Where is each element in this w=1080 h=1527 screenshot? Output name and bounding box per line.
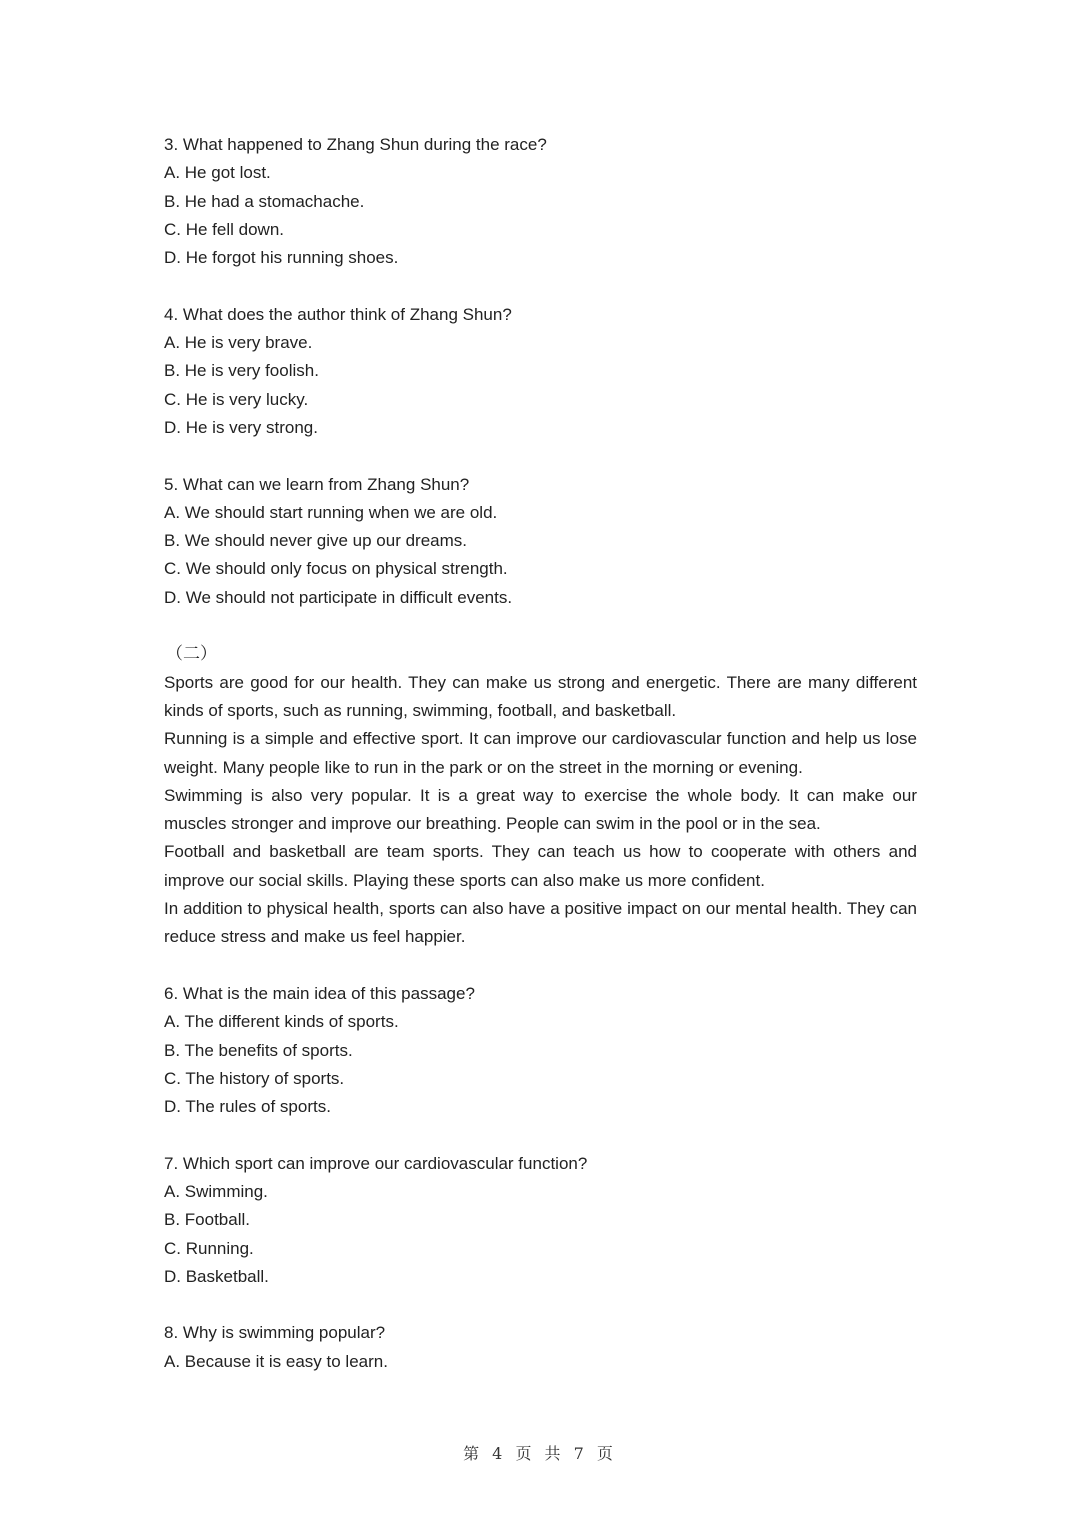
question-text: 6. What is the main idea of this passage?: [164, 983, 475, 1003]
option-c: C. The history of sports.: [164, 1068, 345, 1088]
passage-paragraph: Sports are good for our health. They can make us strong and energetic. There are many different kinds of sports, such as running, swimming, football, and basketball.: [164, 672, 917, 720]
passage-paragraph: In addition to physical health, sports can also have a positive impact on our mental health. They can reduce stress and make us feel happier.: [164, 899, 917, 947]
reading-passage: [164, 640, 917, 951]
spacer: [164, 1121, 917, 1149]
question-block-7: [164, 1150, 917, 1291]
page-number-footer: 第 4 页 共 7 页: [463, 1444, 617, 1463]
passage-paragraph: Running is a simple and effective sport. It can improve our cardiovascular function and help us lose weight. Many people like to run in the park or on the street in the morning or evening.: [164, 729, 917, 777]
question-block-5: [164, 471, 917, 612]
spacer: [164, 272, 917, 300]
option-d: D. The rules of sports.: [164, 1097, 331, 1117]
spacer: [164, 442, 917, 470]
document-body: [164, 131, 917, 1376]
question-text: 5. What can we learn from Zhang Shun?: [164, 474, 470, 494]
spacer: [164, 612, 917, 640]
option-d: D. He is very strong.: [164, 417, 318, 437]
option-d: D. He forgot his running shoes.: [164, 248, 399, 268]
option-a: A. The different kinds of sports.: [164, 1012, 399, 1032]
option-c: C. Running.: [164, 1238, 254, 1258]
option-a: A. He is very brave.: [164, 333, 313, 353]
option-b: B. The benefits of sports.: [164, 1040, 353, 1060]
option-c: C. He is very lucky.: [164, 389, 309, 409]
question-text: 4. What does the author think of Zhang Shun?: [164, 304, 512, 324]
option-b: B. He is very foolish.: [164, 361, 319, 381]
question-text: 3. What happened to Zhang Shun during the race?: [164, 135, 547, 154]
question-text: 7. Which sport can improve our cardiovascular function?: [164, 1153, 588, 1173]
passage-paragraph: Football and basketball are team sports. They can teach us how to cooperate with others and improve our social skills. Playing these sports can also make us more confident.: [164, 842, 917, 890]
option-b: B. Football.: [164, 1210, 250, 1230]
spacer: [164, 1291, 917, 1319]
option-d: D. We should not participate in difficult events.: [164, 587, 513, 607]
question-block-3: [164, 131, 917, 272]
question-block-4: [164, 301, 917, 442]
option-a: A. We should start running when we are old.: [164, 502, 498, 522]
option-d: D. Basketball.: [164, 1266, 269, 1286]
question-block-6: [164, 980, 917, 1121]
option-a: A. Because it is easy to learn.: [164, 1351, 388, 1371]
option-c: C. We should only focus on physical strength.: [164, 559, 508, 579]
option-a: A. Swimming.: [164, 1181, 268, 1201]
passage-paragraph: Swimming is also very popular. It is a great way to exercise the whole body. It can make our muscles stronger and improve our breathing. People can swim in the pool or in the sea.: [164, 785, 917, 834]
question-text: 8. Why is swimming popular?: [164, 1323, 386, 1343]
question-block-8: [164, 1319, 917, 1376]
option-c: C. He fell down.: [164, 219, 284, 239]
spacer: [164, 952, 917, 980]
option-b: B. We should never give up our dreams.: [164, 531, 468, 551]
option-a: A. He got lost.: [164, 163, 271, 183]
section-title: （二）: [166, 644, 217, 665]
option-b: B. He had a stomachache.: [164, 191, 365, 211]
